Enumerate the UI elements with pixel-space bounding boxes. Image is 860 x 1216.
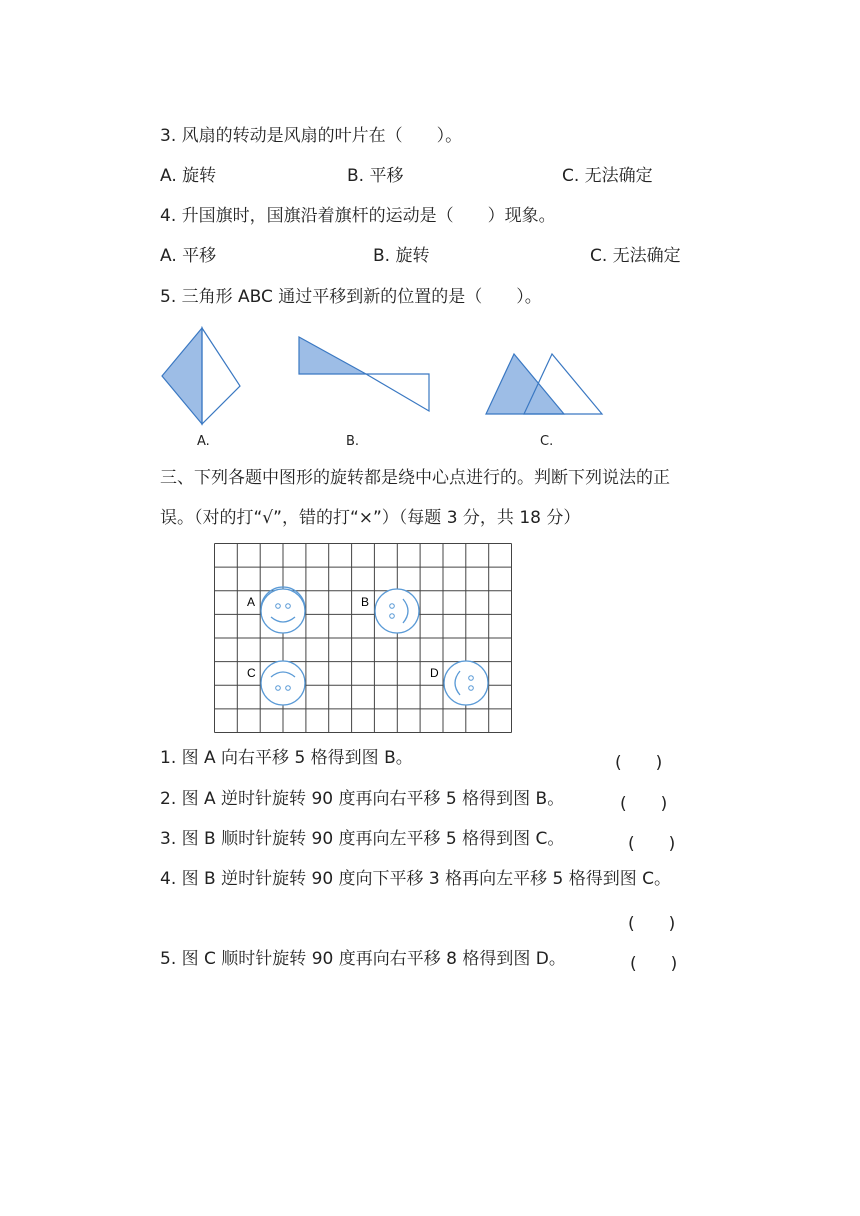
face-a bbox=[261, 589, 305, 633]
triangle-figure-a bbox=[160, 326, 242, 426]
triangle-figure-b bbox=[296, 334, 432, 414]
q4-option-a: A. 平移 bbox=[160, 246, 217, 266]
triangle-abc-shaded bbox=[162, 328, 202, 424]
statement-5: 5. 图 C 顺时针旋转 90 度再向右平移 8 格得到图 D。 bbox=[160, 949, 566, 969]
statement-1: 1. 图 A 向右平移 5 格得到图 B。 bbox=[160, 748, 413, 768]
section-3-heading-line-2: 误。（对的打“√”，错的打“×”）（每题 3 分，共 18 分） bbox=[160, 508, 581, 528]
grid-label-a: A bbox=[247, 595, 256, 609]
triangle-moved bbox=[366, 374, 429, 411]
statement-2: 2. 图 A 逆时针旋转 90 度再向右平移 5 格得到图 B。 bbox=[160, 789, 565, 809]
statement-3: 3. 图 B 顺时针旋转 90 度再向左平移 5 格得到图 C。 bbox=[160, 829, 565, 849]
question-4: 4. 升国旗时，国旗沿着旗杆的运动是（ ）现象。 bbox=[160, 206, 556, 226]
grid-label-b: B bbox=[361, 595, 370, 609]
answer-blank-3[interactable]: ( ) bbox=[628, 834, 676, 854]
question-3: 3. 风扇的转动是风扇的叶片在（ ）。 bbox=[160, 126, 463, 146]
triangle-figure-c bbox=[484, 352, 606, 418]
figure-label-c: C. bbox=[540, 434, 554, 449]
q3-option-c: C. 无法确定 bbox=[562, 166, 653, 186]
triangle-abc-shaded bbox=[299, 337, 366, 374]
q4-option-b: B. 旋转 bbox=[373, 246, 430, 266]
figure-label-b: B. bbox=[346, 434, 360, 449]
answer-blank-1[interactable]: ( ) bbox=[615, 753, 663, 773]
q3-option-b: B. 平移 bbox=[347, 166, 404, 186]
q3-option-a: A. 旋转 bbox=[160, 166, 217, 186]
grid-figure bbox=[214, 543, 512, 733]
figure-label-a: A. bbox=[197, 434, 210, 449]
question-5: 5. 三角形 ABC 通过平移到新的位置的是（ ）。 bbox=[160, 287, 542, 307]
face-c bbox=[261, 661, 305, 705]
section-3-heading-line-1: 三、下列各题中图形的旋转都是绕中心点进行的。判断下列说法的正 bbox=[160, 468, 670, 488]
face-d bbox=[444, 661, 488, 705]
grid-label-d: D bbox=[430, 666, 439, 680]
answer-blank-5[interactable]: ( ) bbox=[630, 954, 678, 974]
grid-label-c: C bbox=[247, 666, 256, 680]
statement-4: 4. 图 B 逆时针旋转 90 度向下平移 3 格再向左平移 5 格得到图 C。 bbox=[160, 869, 672, 889]
q4-option-c: C. 无法确定 bbox=[590, 246, 681, 266]
triangle-moved bbox=[202, 328, 240, 424]
answer-blank-2[interactable]: ( ) bbox=[620, 794, 668, 814]
triangle-abc-shaded bbox=[486, 354, 564, 414]
answer-blank-4[interactable]: ( ) bbox=[628, 914, 676, 934]
face-b bbox=[375, 589, 419, 633]
